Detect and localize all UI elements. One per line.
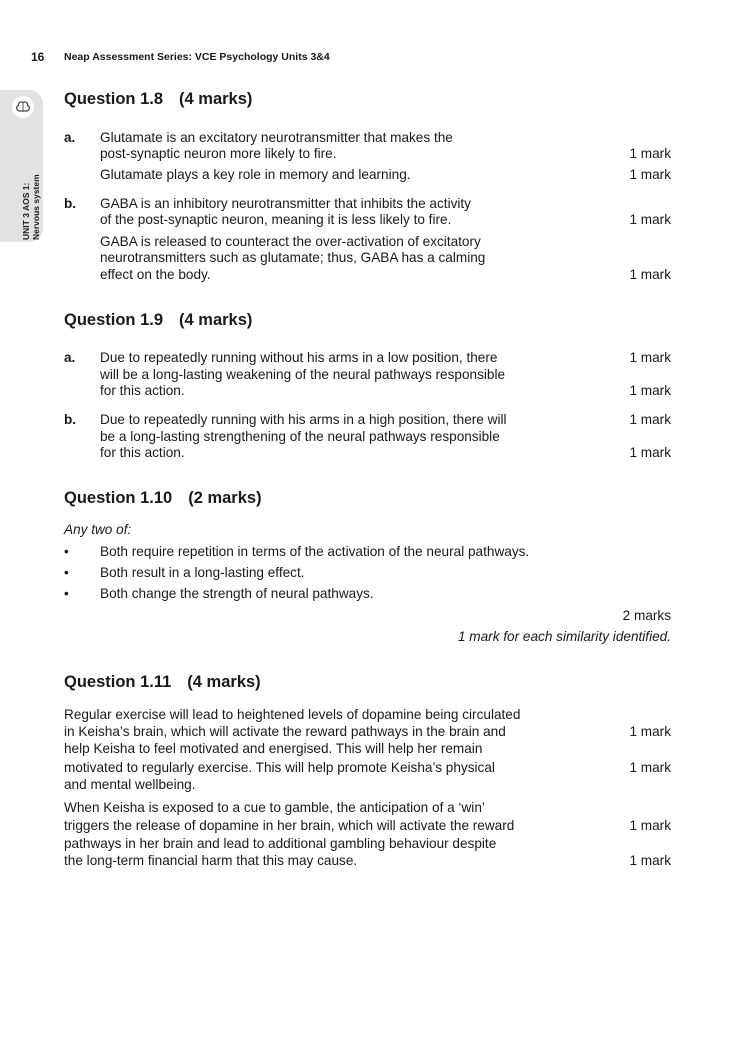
q111-p1-mark1: 1 mark — [629, 724, 671, 739]
q111-p1-line5: and mental wellbeing. — [64, 777, 196, 792]
q18-a-mark2: 1 mark — [629, 167, 671, 182]
unit-side-tab — [0, 90, 43, 242]
q18-a-line1: Glutamate is an excitatory neurotransmitter that makes the — [100, 130, 453, 145]
q110-marking-note: 1 mark for each similarity identified. — [457, 629, 671, 644]
q18-b-label: b. — [64, 196, 77, 211]
q111-p2-line3: pathways in her brain and lead to additional gambling behaviour despite — [64, 836, 497, 851]
q19-b-line1: Due to repeatedly running with his arms in a high position, there will — [100, 412, 507, 427]
question-marks: (4 marks) — [187, 673, 261, 691]
question-marks: (4 marks) — [179, 90, 253, 108]
unit-tab-text — [21, 174, 41, 240]
q111-p1-line3: help Keisha to feel motivated and energised. This will help her remain — [64, 741, 483, 756]
list-item: Both change the strength of neural pathways. — [100, 586, 374, 601]
q111-p2-line2: triggers the release of dopamine in her brain, which will activate the reward — [64, 818, 515, 833]
list-item: Both require repetition in terms of the activation of the neural pathways. — [100, 544, 530, 559]
question-marks: (4 marks) — [179, 311, 253, 329]
q19-a-line2: will be a long-lasting weakening of the neural pathways responsible — [100, 367, 506, 382]
q19-a-label: a. — [64, 350, 76, 365]
q111-p1-mark2: 1 mark — [629, 760, 671, 775]
q18-b-line4: neurotransmitters such as glutamate; thus, GABA has a calming — [100, 250, 486, 265]
question-title: Question 1.10 — [64, 489, 173, 507]
q18-b-mark2: 1 mark — [629, 267, 671, 282]
page-number: 16 — [31, 50, 45, 64]
q19-b-line2: be a long-lasting strengthening of the neural pathways responsible — [100, 429, 500, 444]
q18-a-line2: post-synaptic neuron more likely to fire. — [100, 146, 337, 161]
q111-p1-line2: in Keisha’s brain, which will activate the reward pathways in the brain and — [64, 724, 506, 739]
question-1-11-heading — [64, 673, 261, 692]
list-item: Both result in a long-lasting effect. — [100, 565, 305, 580]
q18-b-mark1: 1 mark — [629, 212, 671, 227]
q18-a-line3: Glutamate plays a key role in memory and learning. — [100, 167, 411, 182]
q19-b-mark2: 1 mark — [629, 445, 671, 460]
q111-p2-line1: When Keisha is exposed to a cue to gamble, the anticipation of a ‘win’ — [64, 800, 485, 815]
question-title: Question 1.9 — [64, 311, 164, 329]
q18-b-line1: GABA is an inhibitory neurotransmitter that inhibits the activity — [100, 196, 471, 211]
q19-a-mark2: 1 mark — [629, 383, 671, 398]
question-title: Question 1.11 — [64, 673, 172, 691]
q111-p1-line4: motivated to regularly exercise. This will help promote Keisha’s physical — [64, 760, 495, 775]
q18-b-line3: GABA is released to counteract the over-activation of excitatory — [100, 234, 481, 249]
q19-a-line1: Due to repeatedly running without his arms in a low position, there — [100, 350, 498, 365]
bullet-icon: • — [64, 586, 69, 601]
bullet-icon: • — [64, 544, 69, 559]
q18-b-line5: effect on the body. — [100, 267, 211, 282]
q111-p2-mark2: 1 mark — [629, 853, 671, 868]
q19-b-label: b. — [64, 412, 77, 427]
question-1-9-heading — [64, 311, 252, 330]
q19-b-line3: for this action. — [100, 445, 185, 460]
q110-total-marks: 2 marks — [622, 608, 671, 623]
q110-intro: Any two of: — [64, 522, 132, 537]
q19-a-line3: for this action. — [100, 383, 185, 398]
question-1-8-heading — [64, 90, 252, 109]
q111-p1-line1: Regular exercise will lead to heightened levels of dopamine being circulated — [64, 707, 521, 722]
question-marks: (2 marks) — [188, 489, 262, 507]
unit-tab-line2: Nervous system — [31, 174, 41, 240]
unit-tab-line1: UNIT 3 AOS 1: — [21, 182, 31, 240]
q19-a-mark1: 1 mark — [629, 350, 671, 365]
q18-b-line2: of the post-synaptic neuron, meaning it is less likely to fire. — [100, 212, 452, 227]
brain-icon — [12, 96, 34, 118]
q19-b-mark1: 1 mark — [629, 412, 671, 427]
q18-a-label: a. — [64, 130, 76, 145]
question-title: Question 1.8 — [64, 90, 164, 108]
running-header: Neap Assessment Series: VCE Psychology Units 3&4 — [64, 51, 330, 63]
question-1-10-heading — [64, 489, 262, 508]
q18-a-mark1: 1 mark — [629, 146, 671, 161]
q111-p2-mark1: 1 mark — [629, 818, 671, 833]
q111-p2-line4: the long-term financial harm that this may cause. — [64, 853, 358, 868]
bullet-icon: • — [64, 565, 69, 580]
